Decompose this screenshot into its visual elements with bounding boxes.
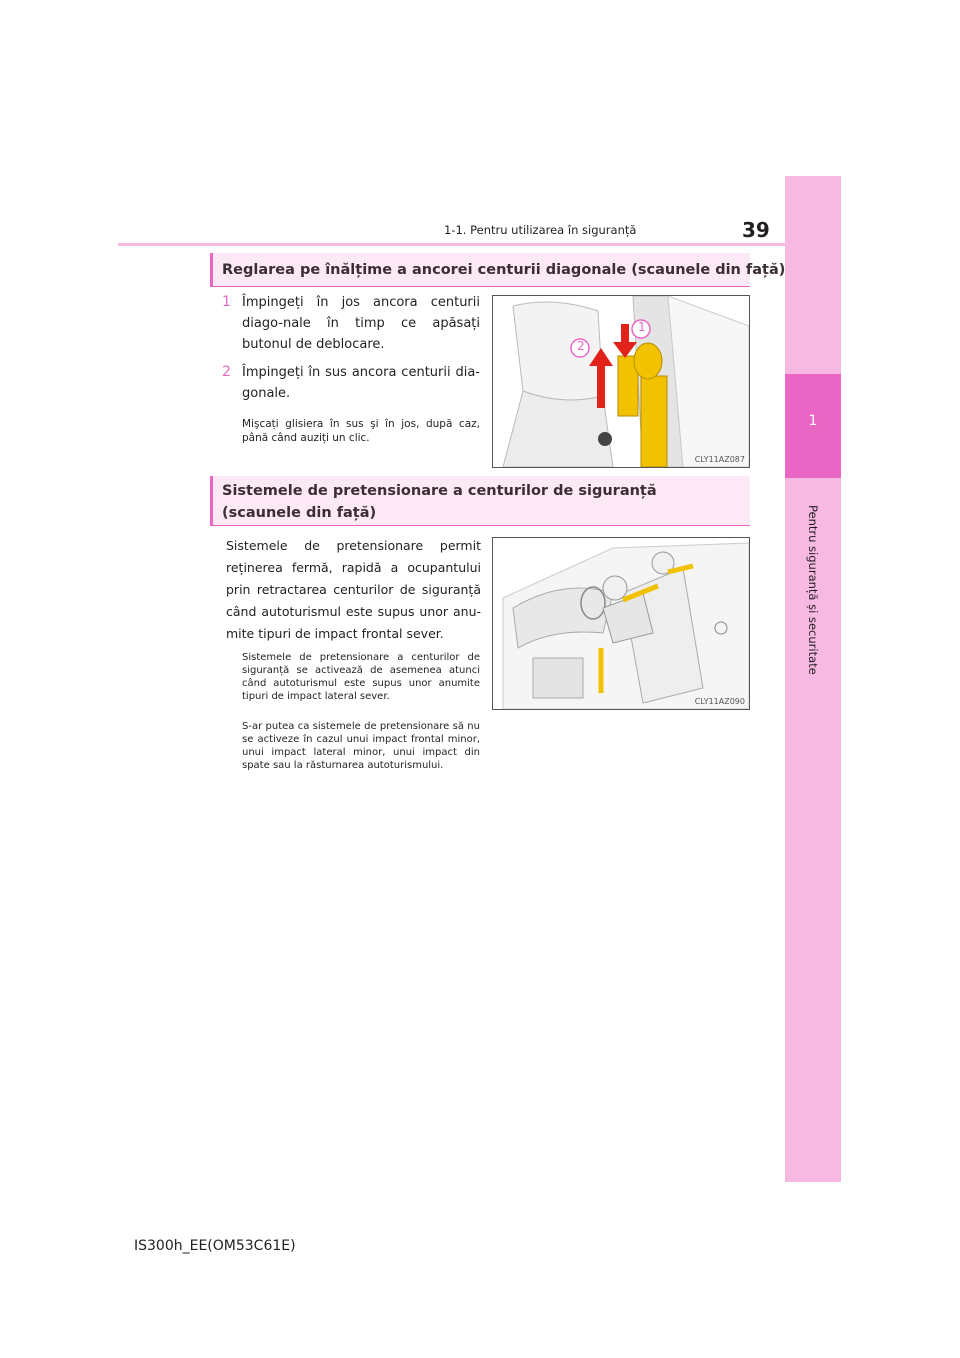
section-title-1: Reglarea pe înălțime a ancorei centurii diagonale (scaunele din față) — [222, 262, 786, 278]
figure-pretensioner — [492, 537, 750, 710]
footer-model-code: IS300h_EE(OM53C61E) — [134, 1238, 296, 1254]
section-title-2a: Sistemele de pretensionare a centurilor de siguranță — [222, 483, 657, 499]
chapter-sidebar — [785, 176, 841, 1182]
pretensioner-illustration — [493, 538, 749, 709]
figure-belt-anchor — [492, 295, 750, 468]
pretensioner-body: Sistemele de pretensionare permit reținerea fermă, rapidă a ocupantului prin retractarea centurilor de siguranță când autoturismul este supus unor anu-mite tipuri de impact frontal sever. — [226, 538, 481, 641]
header-title: 1-1. Pentru utilizarea în siguranță — [444, 223, 637, 237]
figure-code-2: CLY11AZ090 — [694, 697, 745, 706]
pretensioner-note-2: S-ar putea ca sistemele de pretensionare să nu se activeze în cazul unui impact frontal minor, unui impact lateral minor, unui impact din spate sau la răsturnarea autoturismului. — [242, 721, 480, 771]
step-note: Mişcați glisiera în sus şi în jos, după caz, până când auziți un clic. — [242, 418, 480, 444]
header-rule — [118, 243, 841, 246]
step-text-1: Împingeți în jos ancora centurii diago-nale în timp ce apăsați butonul de deblocare. — [242, 295, 480, 352]
chapter-number: 1 — [808, 413, 818, 429]
section-title-2b: (scaunele din față) — [222, 505, 377, 521]
step-number-2: 2 — [222, 364, 231, 380]
callout-2: 2 — [577, 339, 585, 353]
page-number: 39 — [742, 218, 770, 242]
chapter-title: Pentru siguranță și securitate — [806, 505, 820, 675]
figure-code-1: CLY11AZ087 — [694, 455, 745, 464]
step-number-1: 1 — [222, 294, 231, 310]
callout-1: 1 — [638, 320, 646, 334]
pretensioner-note-1: Sistemele de pretensionare a centurilor de siguranță se activează de asemenea atunci când autoturismul este supus unor anumite tipuri de impact lateral sever. — [242, 652, 480, 702]
step-text-2: Împingeți în sus ancora centurii dia-gonale. — [242, 365, 480, 401]
belt-anchor-illustration — [493, 296, 749, 467]
